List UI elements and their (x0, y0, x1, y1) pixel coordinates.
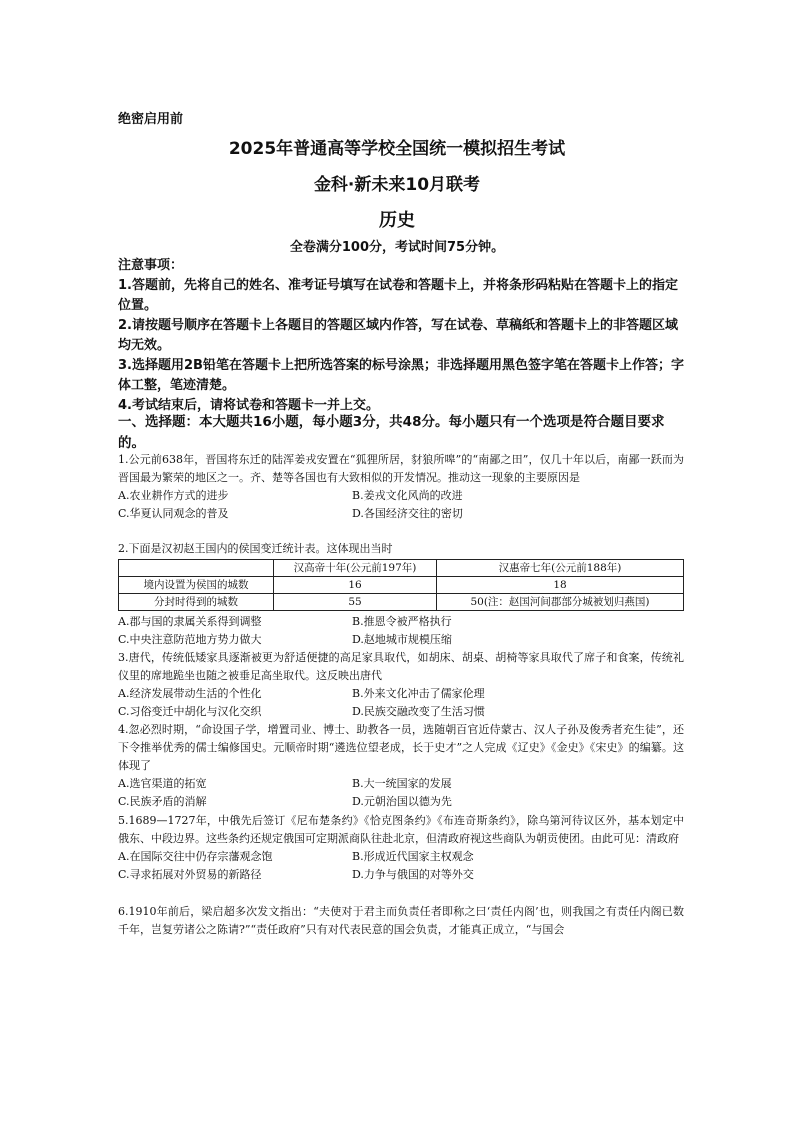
table-row (119, 594, 684, 611)
option-b: B.姜戎文化风尚的改进 (352, 489, 463, 502)
question-stem: 5.1689—1727年，中俄先后签订《尼布楚条约》《恰克图条约》《布连奇斯条约》，除乌第河待议区外，基本划定中俄东、中段边界。这些条约还规定俄国可定期派商队往赴北京，但清政府视这些商队为朝贡使团。由此可见：清政府 (118, 814, 684, 845)
question-options (118, 487, 684, 523)
question-stem: 4.忽必烈时期，“命设国子学，增置司业、博士、助教各一员，选随朝百官近侍蒙古、汉人子孙及俊秀者充生徒”，还下令推举优秀的儒士编修国史。元顺帝时期“遴选位望老成，长于史才”之人完成《辽史》《金史》《宋史》的编纂。这体现了 (118, 723, 684, 772)
question-options (118, 613, 684, 649)
notice-block (118, 256, 684, 416)
option-a: A.农业耕作方式的进步 (118, 489, 229, 502)
table-cell: 分封时得到的城数 (119, 594, 274, 611)
table-cell: 50(注：赵国河间郡部分城被划归燕国) (437, 594, 684, 611)
question-1 (118, 451, 684, 523)
notice-item: 4.考试结束后，请将试卷和答题卡一并上交。 (118, 398, 379, 413)
question-options (118, 848, 684, 884)
table-cell: 18 (437, 577, 684, 594)
question-stem: 2.下面是汉初赵王国内的侯国变迁统计表。这体现出当时 (118, 542, 393, 555)
notice-item: 3.选择题用2B铅笔在答题卡上把所选答案的标号涂黑；非选择题用黑色签字笔在答题卡上作答；字体工整，笔迹清楚。 (118, 358, 684, 393)
score-time-line: 全卷满分100分，考试时间75分钟。 (289, 240, 505, 255)
fief-statistics-table (118, 559, 684, 611)
question-stem: 6.1910年前后，梁启超多次发文指出：“夫使对于君主而负责任者即称之曰‘责任内阁’也，则我国之有责任内阁已数千年，岂复劳诸公之陈请?”“责任政府”只有对代表民意的国会负责，才能真正成立，“与国会 (118, 905, 684, 936)
option-c: C.华夏认同观念的普及 (118, 507, 229, 520)
subject-title: 历史 (379, 210, 415, 231)
exam-title: 2025年普通高等学校全国统一模拟招生考试 (228, 139, 566, 159)
option-d: D.赵地城市规模压缩 (352, 633, 452, 646)
table-cell: 55 (274, 594, 437, 611)
notice-item: 2.请按题号顺序在答题卡上各题目的答题区域内作答，写在试卷、草稿纸和答题卡上的非答题区域均无效。 (118, 318, 678, 353)
question-4 (118, 721, 684, 811)
exam-subtitle: 金科·新未来10月联考 (313, 175, 481, 195)
table-header-row (119, 560, 684, 577)
table-cell: 16 (274, 577, 437, 594)
question-3 (118, 649, 684, 721)
notice-heading: 注意事项： (118, 258, 184, 273)
option-c: C.寻求拓展对外贸易的新路径 (118, 868, 262, 881)
option-a: A.经济发展带动生活的个性化 (118, 687, 262, 700)
question-6 (118, 903, 684, 939)
option-b: B.形成近代国家主权观念 (352, 850, 474, 863)
option-a: A.在国际交往中仍存宗藩观念饱 (118, 850, 273, 863)
option-d: D.各国经济交往的密切 (352, 507, 463, 520)
option-c: C.习俗变迁中胡化与汉化交织 (118, 705, 262, 718)
section-heading: 一、选择题：本大题共16小题，每小题3分，共48分。每小题只有一个选项是符合题目要求的。 (118, 414, 665, 451)
option-a: A.郡与国的隶属关系得到调整 (118, 615, 262, 628)
table-header-cell (119, 560, 274, 577)
option-d: D.民族交融改变了生活习惯 (352, 705, 485, 718)
table-header-cell: 汉高帝十年(公元前197年) (274, 560, 437, 577)
confidential-label: 绝密启用前 (118, 112, 184, 127)
option-c: C.民族矛盾的消解 (118, 795, 207, 808)
option-a: A.选官渠道的拓宽 (118, 777, 207, 790)
question-2 (118, 540, 684, 649)
option-d: D.力争与俄国的对等外交 (352, 868, 474, 881)
option-b: B.推恩令被严格执行 (352, 615, 452, 628)
option-c: C.中央注意防范地方势力做大 (118, 633, 262, 646)
table-header-cell: 汉惠帝七年(公元前188年) (437, 560, 684, 577)
notice-item: 1.答题前，先将自己的姓名、准考证号填写在试卷和答题卡上，并将条形码粘贴在答题卡上的指定位置。 (118, 278, 678, 313)
option-d: D.元朝治国以德为先 (352, 795, 452, 808)
table-cell: 境内设置为侯国的城数 (119, 577, 274, 594)
question-options (118, 775, 684, 811)
question-5 (118, 812, 684, 884)
option-b: B.大一统国家的发展 (352, 777, 452, 790)
question-stem: 3.唐代，传统低矮家具逐渐被更为舒适便捷的高足家具取代，如胡床、胡桌、胡椅等家具取代了席子和食案，传统礼仪里的席地跪坐也随之被垂足高坐取代。这反映出唐代 (118, 651, 684, 682)
table-row (119, 577, 684, 594)
option-b: B.外来文化冲击了儒家伦理 (352, 687, 485, 700)
question-stem: 1.公元前638年，晋国将东迁的陆浑姜戎安置在“狐狸所居，豺狼所嗥”的“南鄙之田”，仅几十年以后，南鄙一跃而为晋国最为繁荣的地区之一。齐、楚等各国也有大致相似的开发情况。推动这一现象的主要原因是 (118, 453, 684, 484)
question-options (118, 685, 684, 721)
